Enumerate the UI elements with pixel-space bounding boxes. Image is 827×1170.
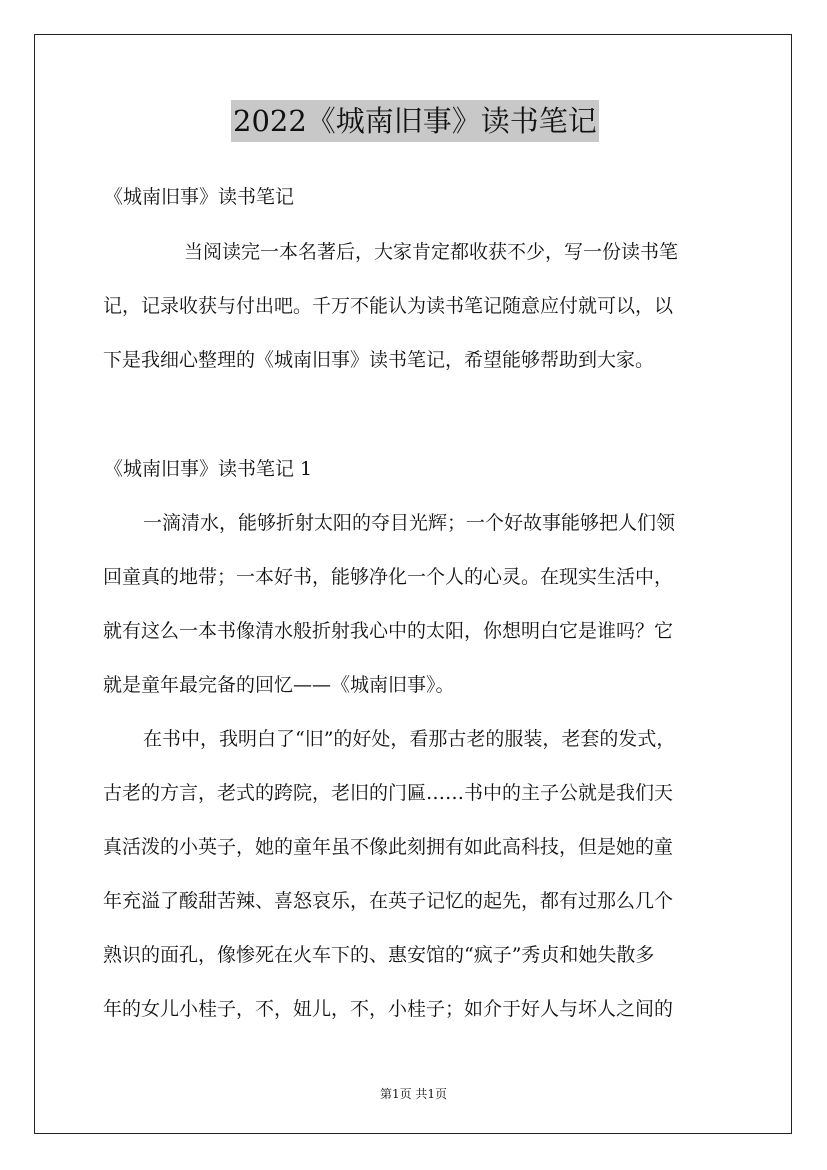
document-title: 2022《城南旧事》读书笔记 bbox=[231, 100, 599, 142]
paragraph-line: 熟识的面孔，像惨死在火车下的、惠安馆的“疯子”秀贞和她失散多 bbox=[103, 944, 655, 966]
section-heading: 《城南旧事》读书笔记 1 bbox=[104, 458, 313, 480]
paragraph-line: 古老的方言，老式的跨院，老旧的门匾……书中的主子公就是我们天 bbox=[103, 782, 674, 804]
subtitle: 《城南旧事》读书笔记 bbox=[104, 186, 295, 208]
intro-line: 下是我细心整理的《城南旧事》读书笔记，希望能够帮助到大家。 bbox=[103, 349, 655, 371]
paragraph-line: 就有这么一本书像清水般折射我心中的太阳，你想明白它是谁吗？它 bbox=[103, 620, 674, 642]
paragraph-line: 在书中，我明白了“旧”的好处，看那古老的服装，老套的发式， bbox=[143, 728, 676, 750]
paragraph-line: 真活泼的小英子，她的童年虽不像此刻拥有如此高科技，但是她的童 bbox=[103, 836, 674, 858]
intro-line: 当阅读完一本名著后，大家肯定都收获不少，写一份读书笔 bbox=[184, 241, 679, 263]
paragraph-line: 年充溢了酸甜苦辣、喜怒哀乐，在英子记忆的起先，都有过那么几个 bbox=[103, 890, 674, 912]
page-footer: 第1页 共1页 bbox=[379, 1087, 448, 1101]
paragraph-line: 一滴清水，能够折射太阳的夺目光辉；一个好故事能够把人们领 bbox=[143, 512, 676, 534]
paragraph-line: 年的女儿小桂子，不，妞儿，不，小桂子；如介于好人与坏人之间的 bbox=[103, 998, 674, 1020]
paragraph-line: 回童真的地带；一本好书，能够净化一个人的心灵。在现实生活中， bbox=[103, 566, 674, 588]
paragraph-line: 就是童年最完备的回忆——《城南旧事》。 bbox=[103, 674, 455, 696]
intro-line: 记，记录收获与付出吧。千万不能认为读书笔记随意应付就可以，以 bbox=[103, 295, 674, 317]
